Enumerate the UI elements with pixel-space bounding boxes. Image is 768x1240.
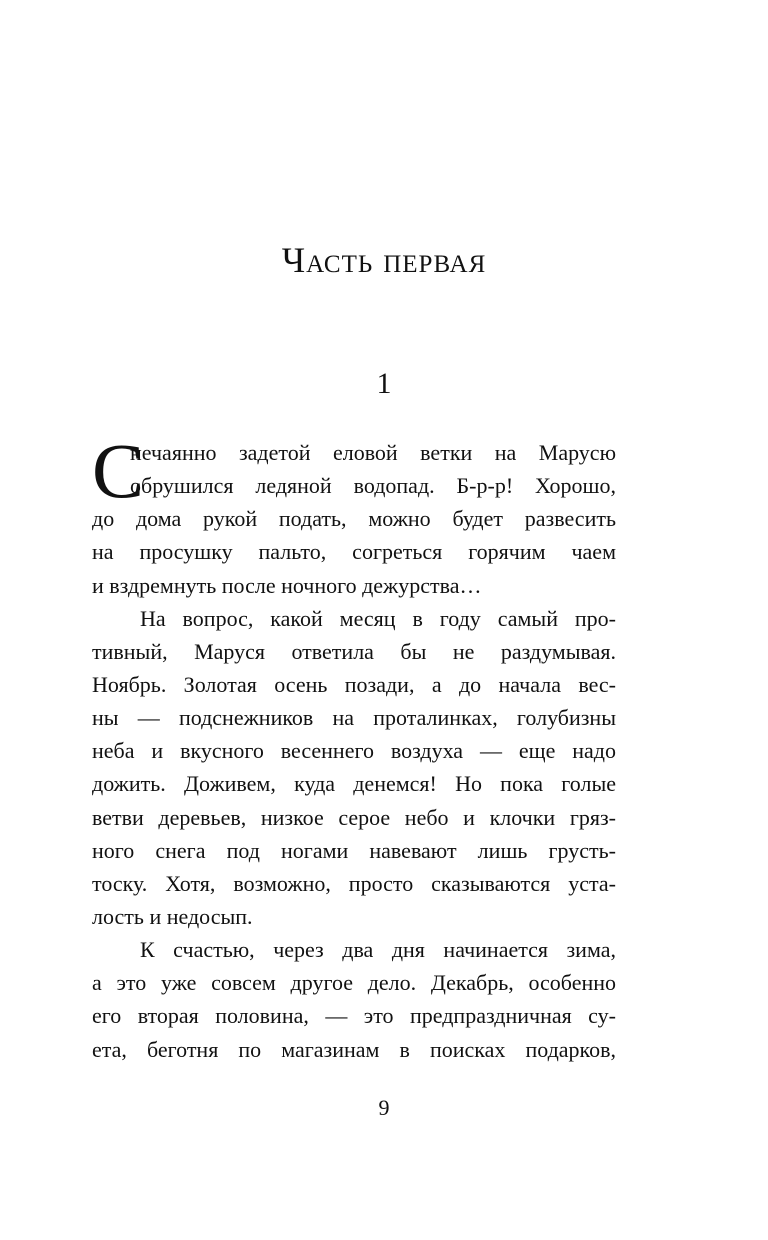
text-line: ветви деревьев, низкое серое небо и клочки гряз- <box>92 804 616 830</box>
text-line: а это уже совсем другое дело. Декабрь, особенно <box>92 970 616 996</box>
page-number: 9 <box>378 1095 390 1120</box>
text-line: дожить. Доживем, куда денемся! Но пока голые <box>92 771 616 797</box>
text-line: обрушился ледяной водопад. Б-р-р! Хорошо, <box>130 473 616 499</box>
text-line: тоску. Хотя, возможно, просто сказываются уста- <box>92 870 616 896</box>
text-line: Ноябрь. Золотая осень позади, а до начала вес- <box>92 671 616 697</box>
text-line: его вторая половина, — это предпраздничная су- <box>92 1003 616 1029</box>
part-title: Часть первая <box>281 240 487 280</box>
text-line: К счастью, через два дня начинается зима, <box>140 937 616 963</box>
text-line: неба и вкусного весеннего воздуха — еще надо <box>92 738 616 764</box>
body-text <box>92 427 616 1066</box>
text-line: На вопрос, какой месяц в году самый про- <box>140 605 616 631</box>
text-line: нечаянно задетой еловой ветки на Марусю <box>130 440 616 465</box>
drop-cap: С <box>92 427 145 514</box>
text-line: тивный, Маруся ответила бы не раздумывая. <box>92 638 616 664</box>
text-line: лость и недосып. <box>92 903 253 929</box>
text-line: ны — подснежников на проталинках, голубизны <box>92 705 616 731</box>
text-line: на просушку пальто, согреться горячим чаем <box>92 539 616 565</box>
text-line: ета, беготня по магазинам в поисках подарков, <box>92 1036 616 1062</box>
text-line: и вздремнуть после ночного дежурства… <box>92 572 482 598</box>
text-line: ного снега под ногами навевают лишь грусть- <box>92 837 616 863</box>
chapter-number: 1 <box>376 367 392 400</box>
text-line: до дома рукой подать, можно будет развесить <box>92 506 616 532</box>
